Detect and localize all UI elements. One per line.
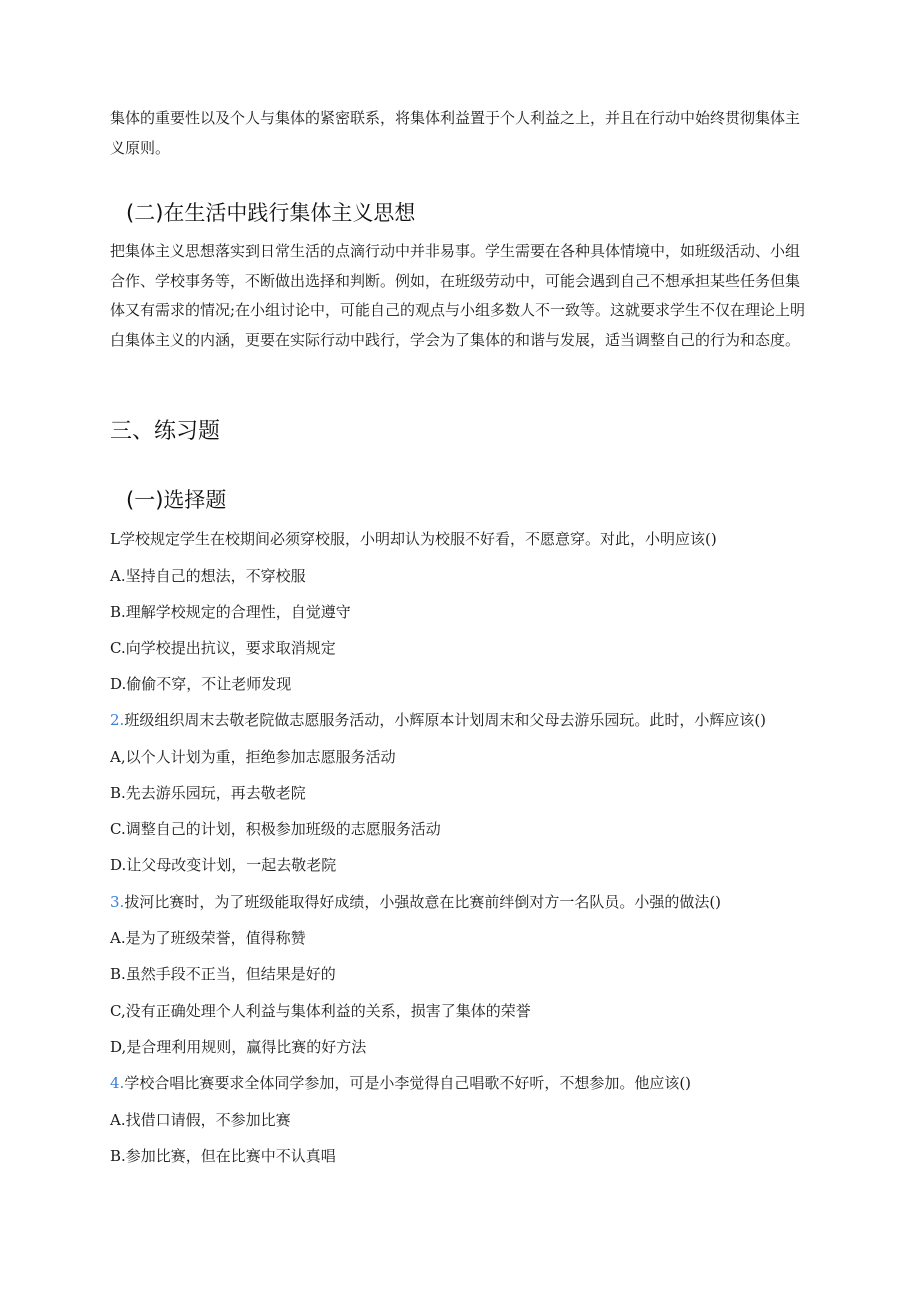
question-number: 4. — [110, 1074, 125, 1092]
question-number: 2. — [110, 711, 125, 729]
question-2-option-b: B.先去游乐园玩，再去敬老院 — [110, 784, 306, 802]
question-2 — [110, 710, 830, 730]
question-1-option-b: B.理解学校规定的合理性，自觉遵守 — [110, 603, 351, 621]
question-3-option-c: C,没有正确处理个人利益与集体利益的关系，损害了集体的荣誉 — [110, 1002, 531, 1020]
question-3-option-d: D,是合理利用规则，赢得比赛的好方法 — [110, 1038, 367, 1056]
question-text: 班级组织周末去敬老院做志愿服务活动，小辉原本计划周末和父母去游乐园玩。此时，小辉应该() — [124, 711, 767, 729]
question-2-option-c: C.调整自己的计划，积极参加班级的志愿服务活动 — [110, 820, 441, 838]
question-1-option-a: A.坚持自己的想法，不穿校服 — [110, 567, 306, 585]
question-4-option-a: A.找借口请假，不参加比赛 — [110, 1111, 291, 1129]
question-2-option-a: A,以个人计划为重，拒绝参加志愿服务活动 — [110, 748, 396, 766]
subheading-practice-collectivism: (二)在生活中践行集体主义思想 — [126, 201, 416, 225]
subheading-multiple-choice: (一)选择题 — [126, 488, 227, 512]
section-heading-exercises: 三、练习题 — [110, 419, 221, 444]
question-3 — [110, 892, 830, 912]
question-1-option-c: C.向学校提出抗议，要求取消规定 — [110, 639, 336, 657]
question-4-option-b: B.参加比赛，但在比赛中不认真唱 — [110, 1147, 336, 1165]
question-text: 学校合唱比赛要求全体同学参加，可是小李觉得自己唱歌不好听，不想参加。他应该() — [124, 1074, 692, 1092]
question-1-option-d: D.偷偷不穿，不让老师发现 — [110, 675, 292, 693]
question-number: 3. — [110, 893, 125, 911]
question-1 — [110, 529, 830, 549]
question-2-option-d: D.让父母改变计划，一起去敬老院 — [110, 856, 337, 874]
question-text: L学校规定学生在校期间必须穿校服，小明却认为校服不好看，不愿意穿。对此，小明应该() — [110, 530, 717, 548]
question-4 — [110, 1073, 830, 1093]
paragraph-practice-in-life: 把集体主义思想落实到日常生活的点滴行动中并非易事。学生需要在各种具体情境中，如班级活动、小组合作、学校事务等，不断做出选择和判断。例如，在班级劳动中，可能会遇到自己不想承担某些任务但集体又有需求的情况;在小组讨论中，可能自己的观点与小组多数人不一致等。这就要求学生不仅在理论上明白集体主义的内涵，更要在实际行动中践行，学会为了集体的和谐与发展，适当调整自己的行为和态度。 — [110, 242, 806, 349]
question-text: 拔河比赛时，为了班级能取得好成绩，小强故意在比赛前绊倒对方一名队员。小强的做法() — [124, 893, 722, 911]
question-3-option-b: B.虽然手段不正当，但结果是好的 — [110, 965, 336, 983]
paragraph-collectivism-importance: 集体的重要性以及个人与集体的紧密联系，将集体利益置于个人利益之上，并且在行动中始终贯彻集体主义原则。 — [110, 109, 801, 157]
question-3-option-a: A.是为了班级荣誉，值得称赞 — [110, 929, 306, 947]
